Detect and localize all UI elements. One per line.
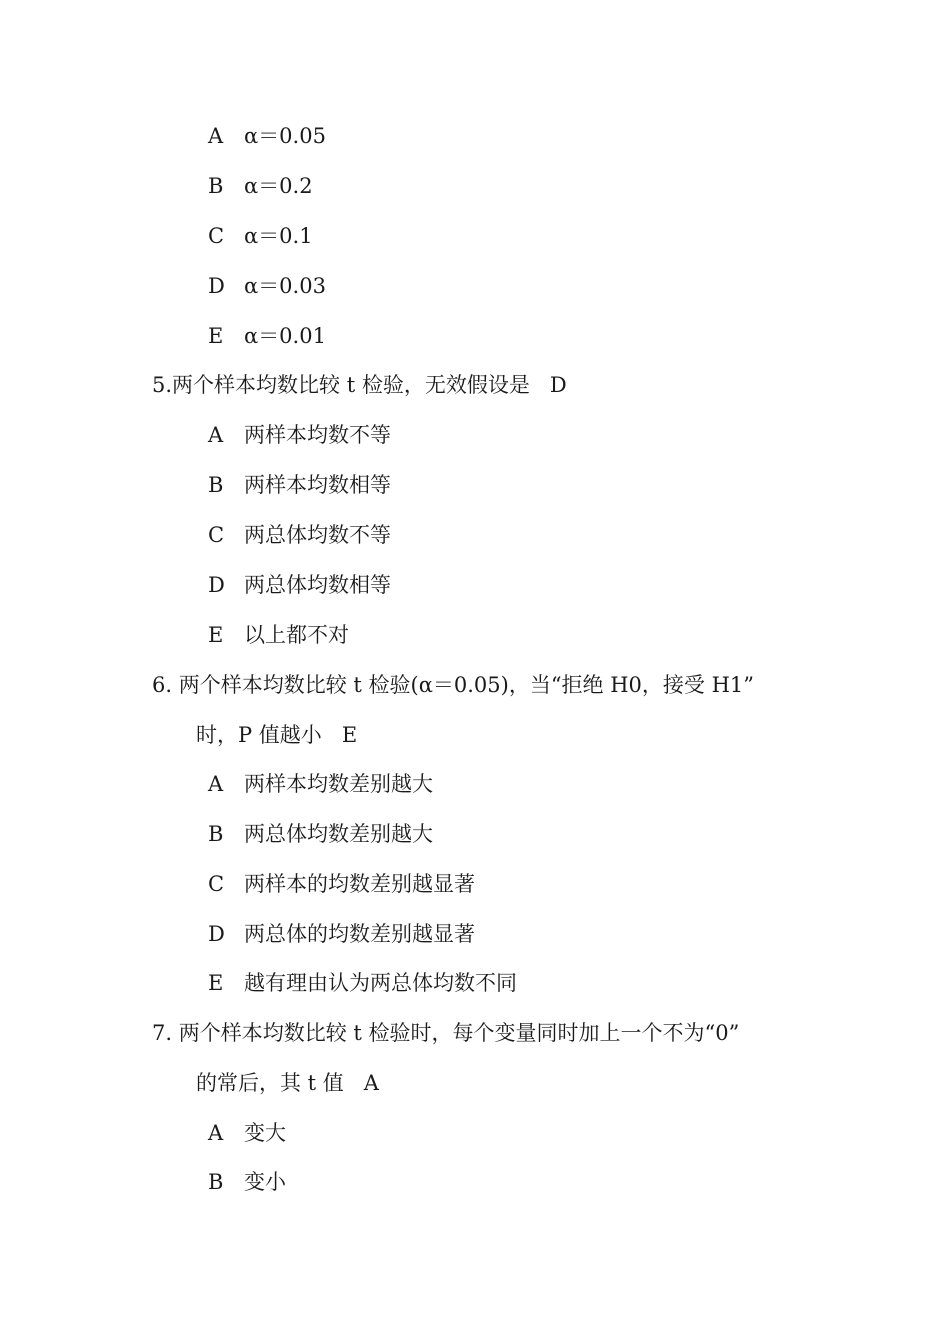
option-text: 以上都不对 [244,623,349,647]
option-line [208,471,391,499]
option-letter: A [208,124,224,148]
option-line [208,1119,286,1147]
option-letter: E [208,971,224,995]
option-text: α＝0.2 [244,174,313,198]
option-letter: A [208,1121,224,1145]
option-line [208,969,517,997]
option-text: 两样本均数不等 [244,423,391,447]
option-text: 两总体均数相等 [244,573,391,597]
option-line [208,870,475,898]
option-text: 两样本均数差别越大 [244,772,433,796]
question-stem [152,371,567,399]
option-line [208,322,326,350]
option-letter: B [208,473,224,497]
option-line [208,820,433,848]
option-letter: C [208,872,225,896]
option-line [208,222,313,250]
question-stem-continued [196,1069,379,1097]
question-text: 6. 两个样本均数比较 t 检验(α＝0.05)，当“拒绝 H0，接受 H1” [152,673,754,697]
option-line [208,122,326,150]
option-letter: B [208,1170,224,1194]
question-text: 的常后，其 t 值 [196,1071,344,1095]
option-line [208,1168,286,1196]
option-text: 两样本均数相等 [244,473,391,497]
option-line [208,172,313,200]
option-text: 变小 [244,1170,286,1194]
question-stem [152,1019,739,1047]
option-letter: C [208,224,225,248]
option-line [208,571,391,599]
option-text: 两总体均数差别越大 [244,822,433,846]
option-letter: D [208,274,225,298]
option-letter: A [208,423,224,447]
option-letter: B [208,822,224,846]
option-letter: E [208,324,224,348]
option-line [208,421,391,449]
option-line [208,920,475,948]
question-answer: E [341,723,358,747]
question-text: 时，P 值越小 [196,723,322,747]
question-answer: A [363,1071,379,1095]
question-stem [152,671,754,699]
option-text: 两总体的均数差别越显著 [244,922,475,946]
option-text: 两样本的均数差别越显著 [244,872,475,896]
option-text: 两总体均数不等 [244,523,391,547]
option-letter: B [208,174,224,198]
option-letter: E [208,623,224,647]
option-text: 越有理由认为两总体均数不同 [244,971,517,995]
option-line [208,770,433,798]
option-letter: D [208,573,225,597]
option-line [208,272,326,300]
question-text: 5.两个样本均数比较 t 检验，无效假设是 [152,373,530,397]
question-text: 7. 两个样本均数比较 t 检验时，每个变量同时加上一个不为“0” [152,1021,740,1045]
option-letter: A [208,772,224,796]
option-text: 变大 [244,1121,286,1145]
option-text: α＝0.1 [244,224,313,248]
option-text: α＝0.01 [244,324,326,348]
option-line [208,621,349,649]
option-text: α＝0.03 [244,274,326,298]
question-answer: D [549,373,567,397]
option-text: α＝0.05 [244,124,326,148]
option-line [208,521,391,549]
question-stem-continued [196,721,357,749]
option-letter: C [208,523,225,547]
option-letter: D [208,922,225,946]
